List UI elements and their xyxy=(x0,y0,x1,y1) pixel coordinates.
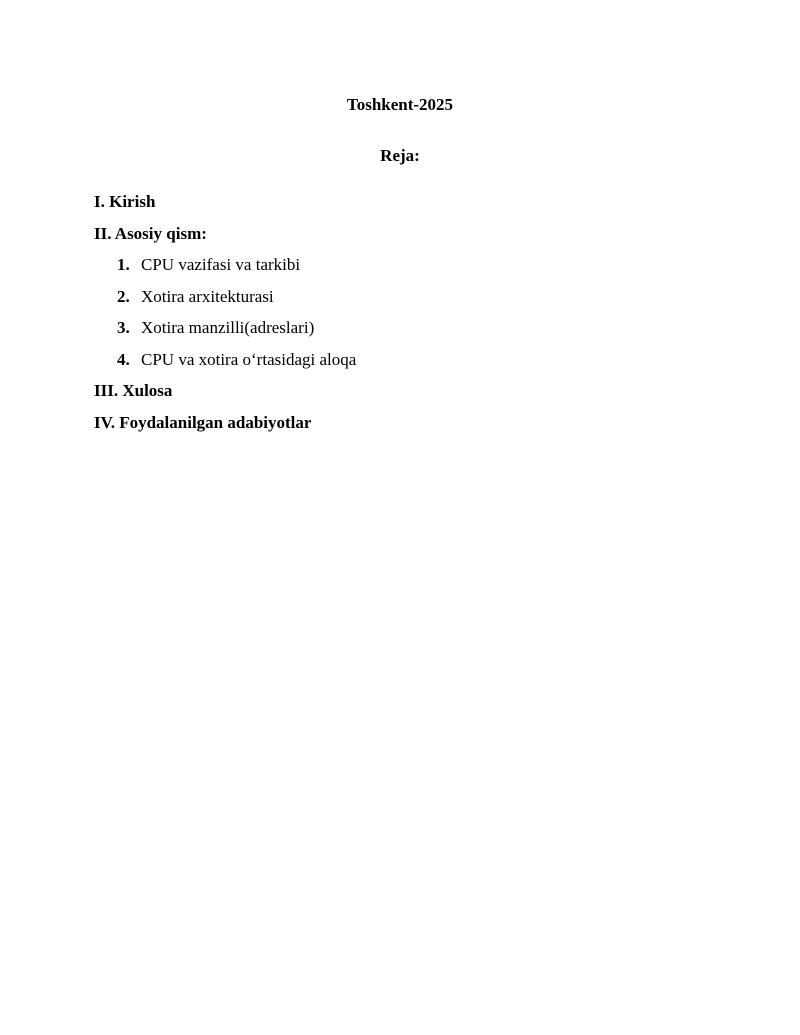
list-item-number: 4. xyxy=(117,349,130,369)
list-item-text: Xotira manzilli(adreslari) xyxy=(141,318,315,337)
section-main-part: II. Asosiy qism: xyxy=(94,223,207,243)
plan-title: Reja: xyxy=(380,146,420,165)
list-item xyxy=(94,317,714,349)
list-item-number: 1. xyxy=(117,255,130,274)
list-item-number: 2. xyxy=(117,286,130,306)
section-conclusion: III. Xulosa xyxy=(94,381,173,400)
list-item xyxy=(94,254,714,286)
list-item-text: Xotira arxitekturasi xyxy=(141,286,274,306)
plan-outline xyxy=(94,191,714,443)
list-item-text: CPU va xotira o‘rtasidagi aloqa xyxy=(141,349,357,369)
list-item-text: CPU vazifasi va tarkibi xyxy=(141,255,301,274)
list-item xyxy=(94,349,714,381)
main-part-list xyxy=(94,254,714,380)
list-item-number: 3. xyxy=(117,318,130,337)
section-references: IV. Foydalanilgan adabiyotlar xyxy=(94,412,312,432)
city-year-heading: Toshkent-2025 xyxy=(346,95,454,114)
list-item xyxy=(94,286,714,318)
section-introduction: I. Kirish xyxy=(94,192,156,211)
